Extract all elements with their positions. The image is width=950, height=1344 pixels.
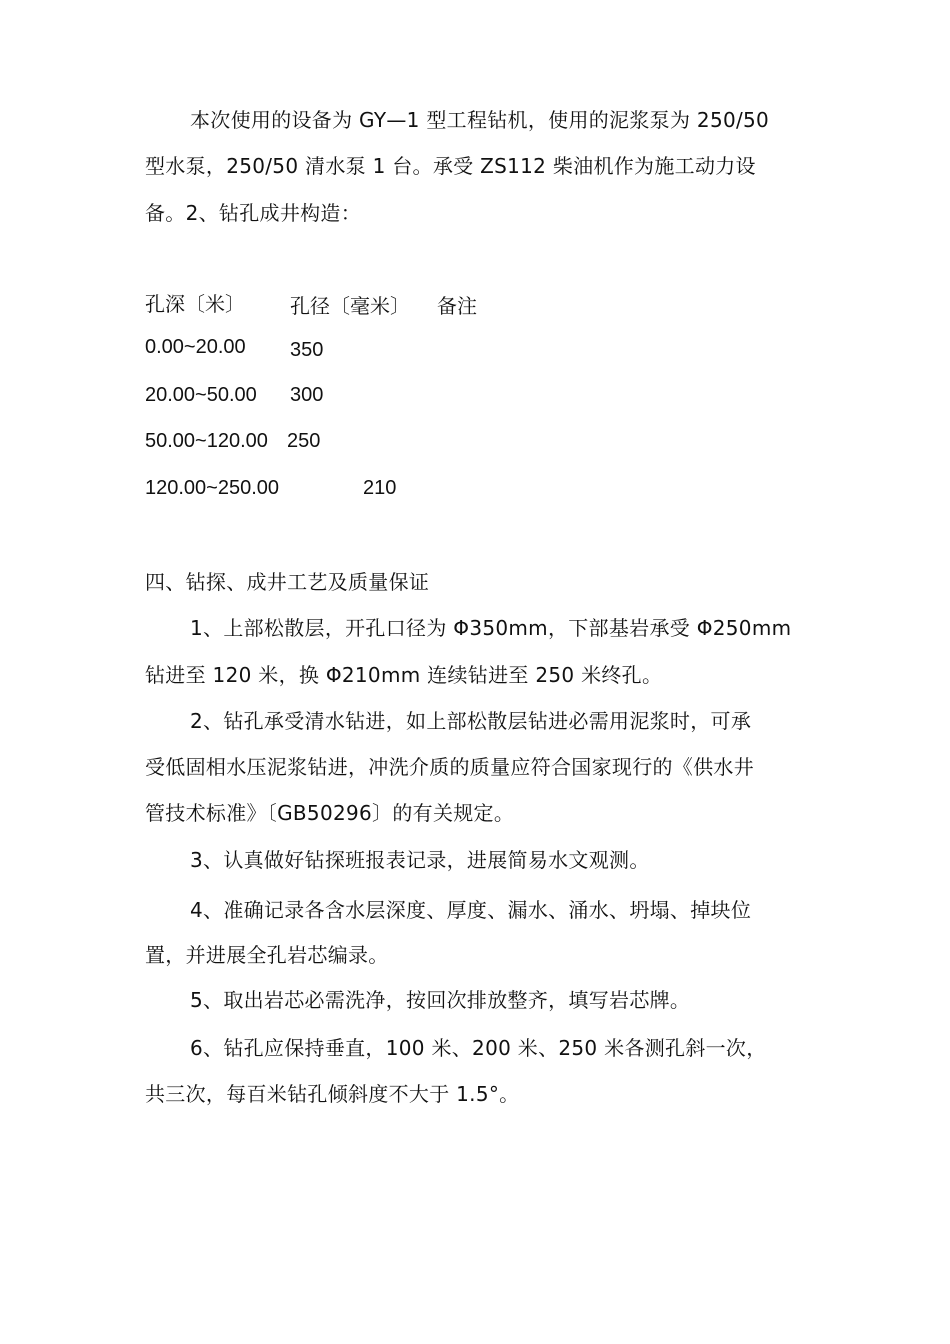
table-row-4-depth: 120.00~250.00 xyxy=(145,477,280,499)
item-1-line-1: 1、上部松散层，开孔口径为 Φ350mm，下部基岩承受 Φ250mm xyxy=(190,616,792,640)
table-row-3-diameter: 250 xyxy=(287,430,321,452)
table-row-4-diameter: 210 xyxy=(363,477,397,499)
table-header-diameter: 孔径〔毫米〕 xyxy=(290,294,410,318)
item-3-line-1: 3、认真做好钻探班报表记录，进展简易水文观测。 xyxy=(190,848,650,872)
item-6-line-2: 共三次，每百米钻孔倾斜度不大于 1.5°。 xyxy=(145,1082,520,1106)
table-header-depth: 孔深〔米〕 xyxy=(145,292,245,316)
table-header-notes: 备注 xyxy=(437,294,477,318)
item-1-line-2: 钻进至 120 米，换 Φ210mm 连续钻进至 250 米终孔。 xyxy=(145,663,663,687)
item-2-line-1: 2、钻孔承受清水钻进，如上部松散层钻进必需用泥浆时，可承 xyxy=(190,709,752,733)
section-title: 四、钻探、成井工艺及质量保证 xyxy=(145,570,430,594)
table-row-2-depth: 20.00~50.00 xyxy=(145,384,257,406)
item-4-line-1: 4、准确记录各含水层深度、厚度、漏水、涌水、坍塌、掉块位 xyxy=(190,898,752,922)
table-row-1-diameter: 350 xyxy=(290,339,324,361)
table-row-1-depth: 0.00~20.00 xyxy=(145,336,246,358)
intro-line-1: 本次使用的设备为 GY—1 型工程钻机，使用的泥浆泵为 250/50 xyxy=(190,108,770,132)
item-2-line-2: 受低固相水压泥浆钻进，冲洗介质的质量应符合国家现行的《供水井 xyxy=(145,755,754,779)
table-row-3-depth: 50.00~120.00 xyxy=(145,430,268,452)
item-5-line-1: 5、取出岩芯必需洗净，按回次排放整齐，填写岩芯牌。 xyxy=(190,988,691,1012)
intro-line-2: 型水泵，250/50 清水泵 1 台。承受 ZS112 柴油机作为施工动力设 xyxy=(145,154,756,178)
intro-line-3: 备。2、钻孔成井构造： xyxy=(145,201,362,225)
table-row-2-diameter: 300 xyxy=(290,384,324,406)
item-4-line-2: 置，并进展全孔岩芯编录。 xyxy=(145,943,389,967)
item-2-line-3: 管技术标准》〔GB50296〕的有关规定。 xyxy=(145,801,515,825)
item-6-line-1: 6、钻孔应保持垂直，100 米、200 米、250 米各测孔斜一次， xyxy=(190,1036,767,1060)
